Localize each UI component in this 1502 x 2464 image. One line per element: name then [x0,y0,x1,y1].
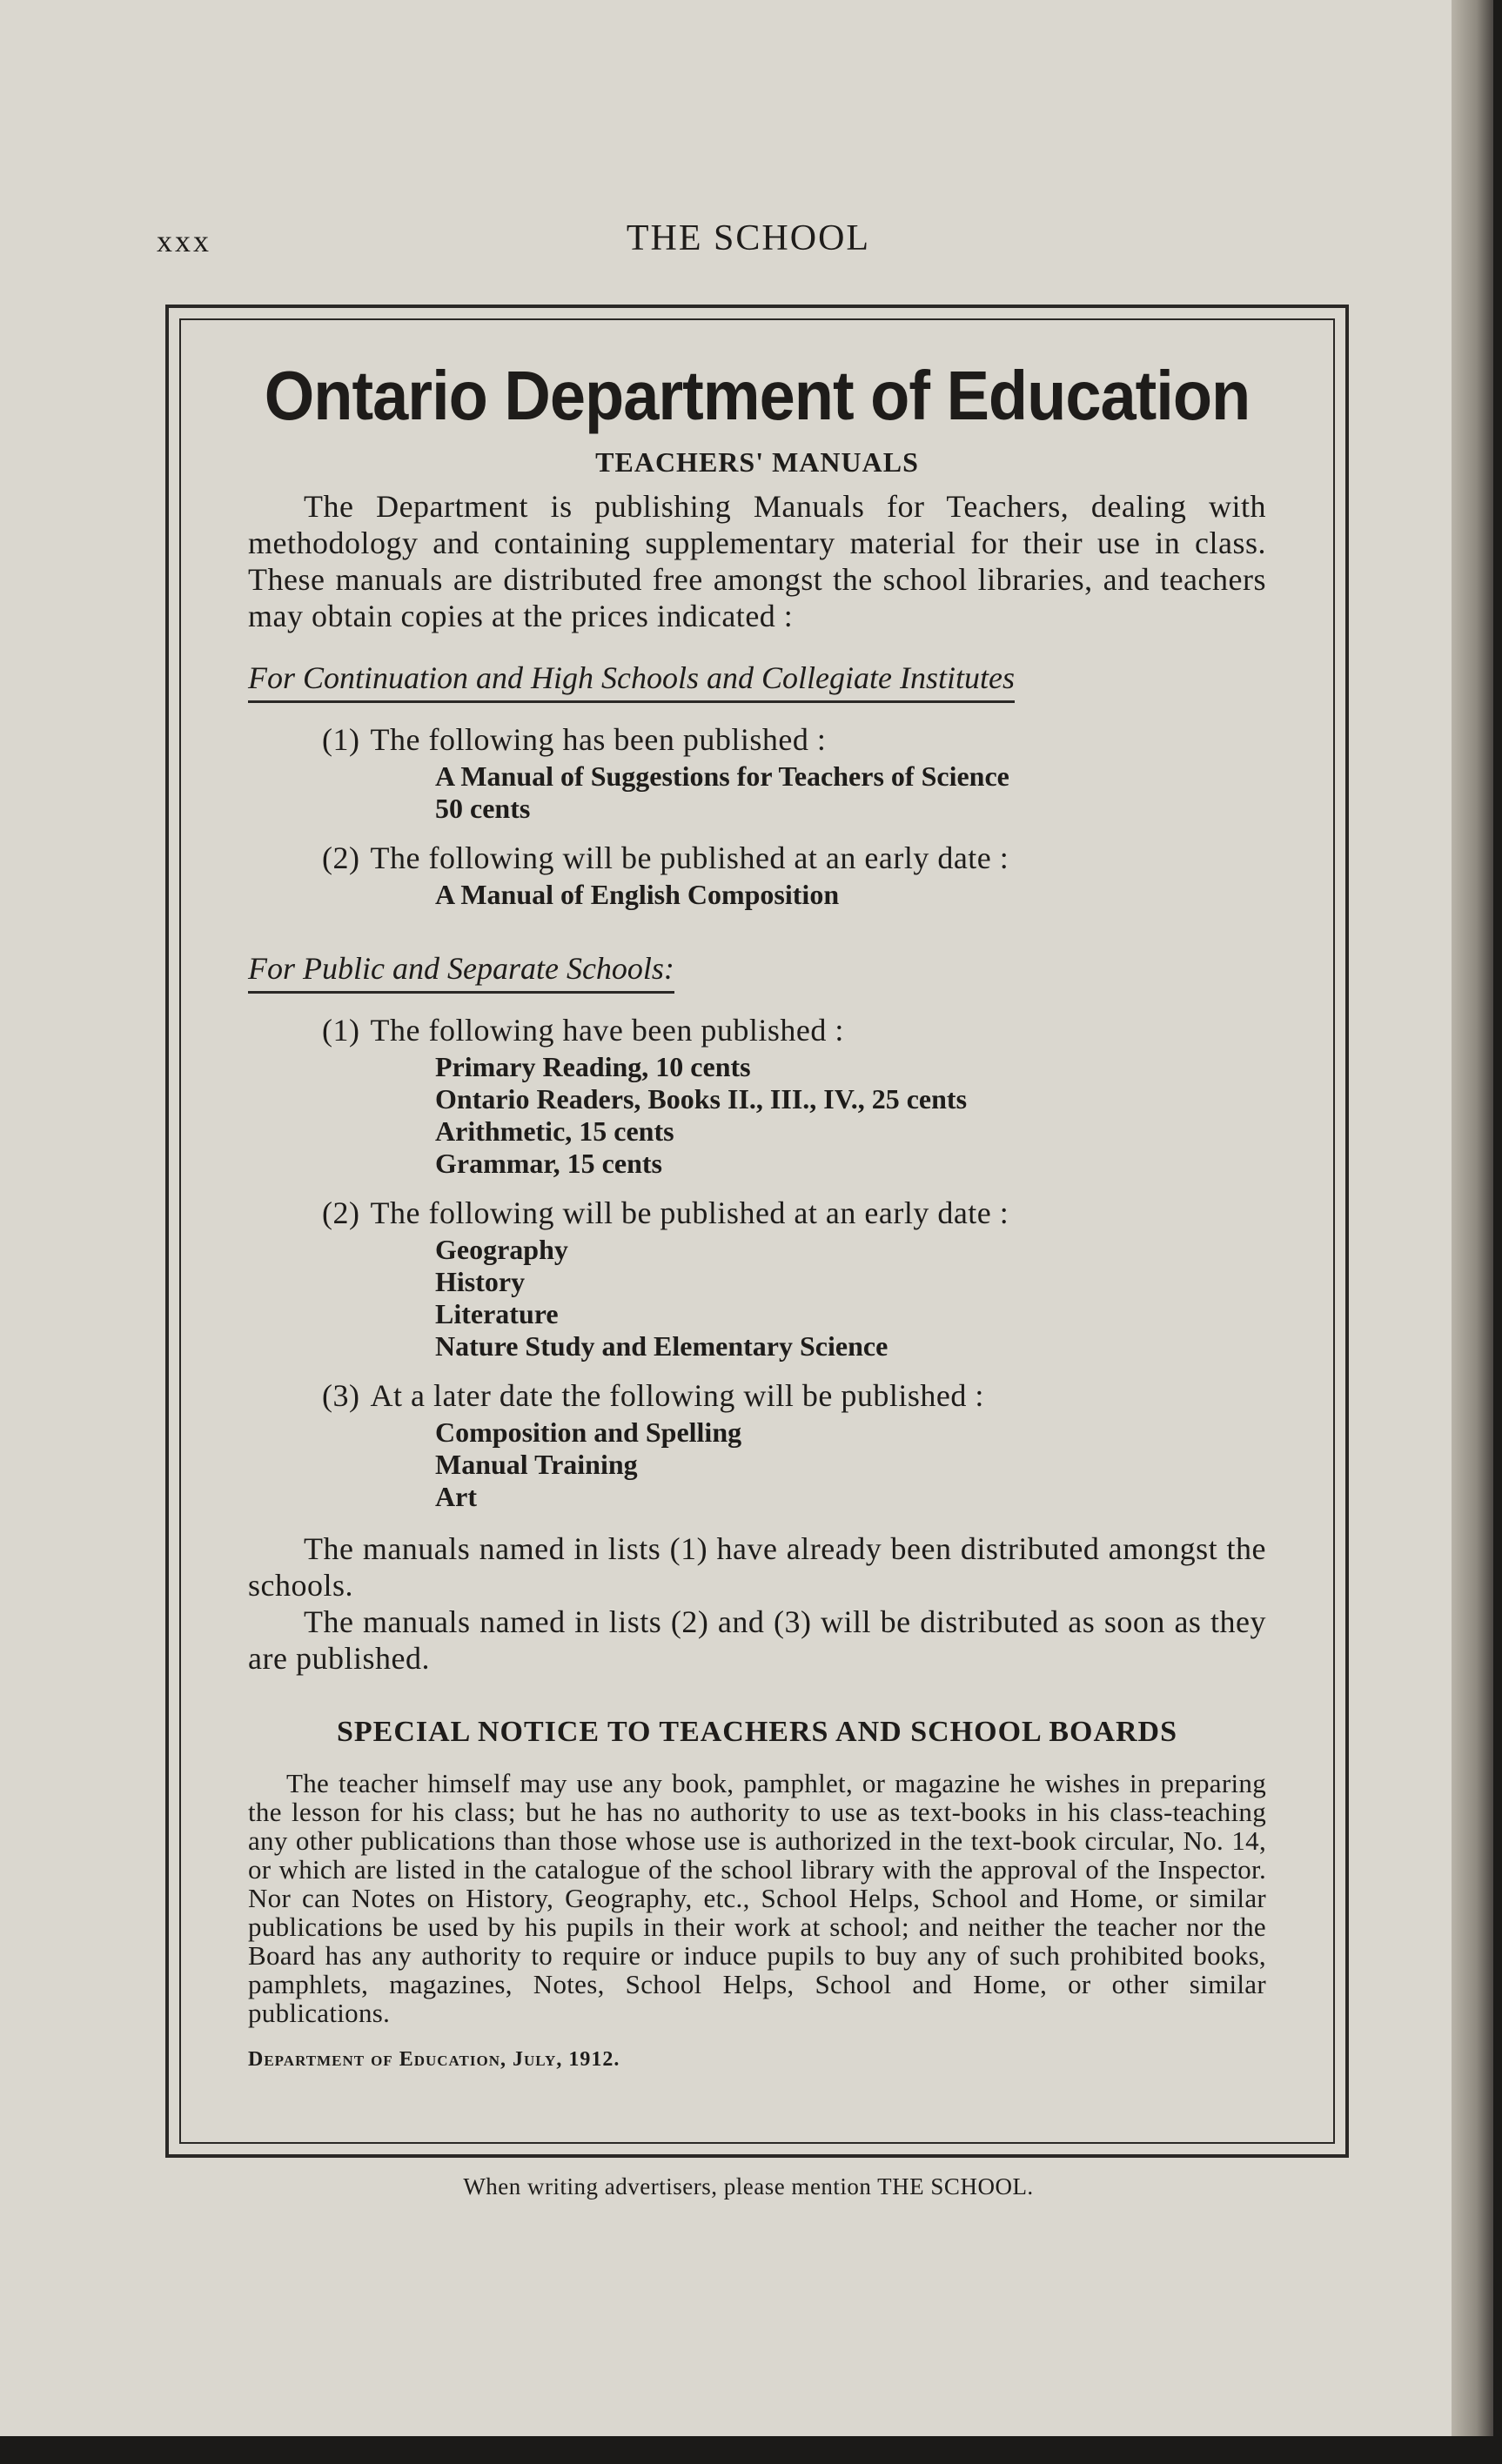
section-heading: For Continuation and High Schools and Collegiate Institutes [248,659,1015,703]
list-item-intro [322,839,1266,877]
page-folio: xxx [157,224,211,258]
page-footer: When writing advertisers, please mention THE SCHOOL. [463,2173,1034,2200]
closing-paragraph: The manuals named in lists (1) have already been distributed amongst the schools. [248,1531,1266,1603]
list-item-intro [322,720,1266,759]
list-item [322,1011,1266,1180]
list-item [322,1194,1266,1363]
book-title: Grammar, 15 cents [435,1148,662,1179]
list-number: (3) [322,1378,360,1413]
running-head [0,218,1452,261]
book-title: A Manual of English Composition [435,879,840,910]
notice-signature: Department of Education, July, 1912. [248,2048,620,2071]
list-intro-text: The following have been published : [370,1013,844,1048]
ad-title: Ontario Department of Education [264,356,1251,435]
closing-paragraph: The manuals named in lists (2) and (3) will be distributed as soon as they are published. [248,1604,1266,1676]
book-title: 50 cents [435,793,531,824]
book-title: Art [435,1481,477,1512]
list-number: (2) [322,1195,360,1230]
book-title: Composition and Spelling [435,1416,742,1448]
manual-sections [248,634,1266,1513]
book-list [435,879,1266,911]
list-number: (2) [322,840,360,875]
list-item-intro [322,1194,1266,1232]
advertisement-content [248,352,1266,2072]
journal-title: THE SCHOOL [626,218,871,258]
list-number: (1) [322,1013,360,1048]
list-intro-text: The following has been published : [370,722,827,757]
list-intro-text: The following will be published at an early date : [370,1195,1009,1230]
list-item-intro [322,1011,1266,1049]
section-heading: For Public and Separate Schools: [248,949,674,994]
book-list [435,1234,1266,1363]
book-title: Geography [435,1234,568,1265]
list-item [322,1376,1266,1513]
ad-subtitle: TEACHERS' MANUALS [595,446,919,478]
notice-text: The teacher himself may use any book, pamphlet, or magazine he wishes in preparing the lesson for his class; but he has no authority to use as text-books in his class-teaching any other publications than those whose use is authorized in the text-book circular, No. 14, or which are listed in the catalogue of the school library with the approval of the Inspector. Nor can Notes on History, Geography, etc., School Helps, School and Home, or similar publications be used by his pupils in their work at school; and neither the teacher nor the Board has any authority to require or induce pupils to buy any of such prohibited books, pamphlets, magazines, Notes, School Helps, School and Home, or other similar publications. [248,1768,1266,2028]
book-title: History [435,1266,526,1297]
book-title: Primary Reading, 10 cents [435,1051,751,1082]
book-list [435,1051,1266,1180]
closing-paragraphs [248,1530,1266,1677]
list-item [322,720,1266,825]
notice-heading: SPECIAL NOTICE TO TEACHERS AND SCHOOL BOARDS [336,1716,1178,1748]
list-item-intro [322,1376,1266,1415]
book-title: Ontario Readers, Books II., III., IV., 25 cents [435,1083,968,1115]
book-title: Literature [435,1298,559,1329]
book-title: Manual Training [435,1449,638,1480]
list-intro-text: The following will be published at an early date : [370,840,1009,875]
book-list [435,1416,1266,1513]
book-title: Arithmetic, 15 cents [435,1115,674,1147]
book-list [435,760,1266,825]
list-intro-text: At a later date the following will be published : [370,1378,984,1413]
book-title: Nature Study and Elementary Science [435,1330,888,1362]
list-number: (1) [322,722,360,757]
ad-intro: The Department is publishing Manuals for Teachers, dealing with methodology and containing supplementary material for their use in class. These manuals are distributed free amongst the school libraries, and teachers may obtain copies at the prices indicated : [248,489,1266,633]
list-item [322,839,1266,911]
book-title: A Manual of Suggestions for Teachers of Science [435,760,1009,792]
page-edge [1452,0,1493,2436]
